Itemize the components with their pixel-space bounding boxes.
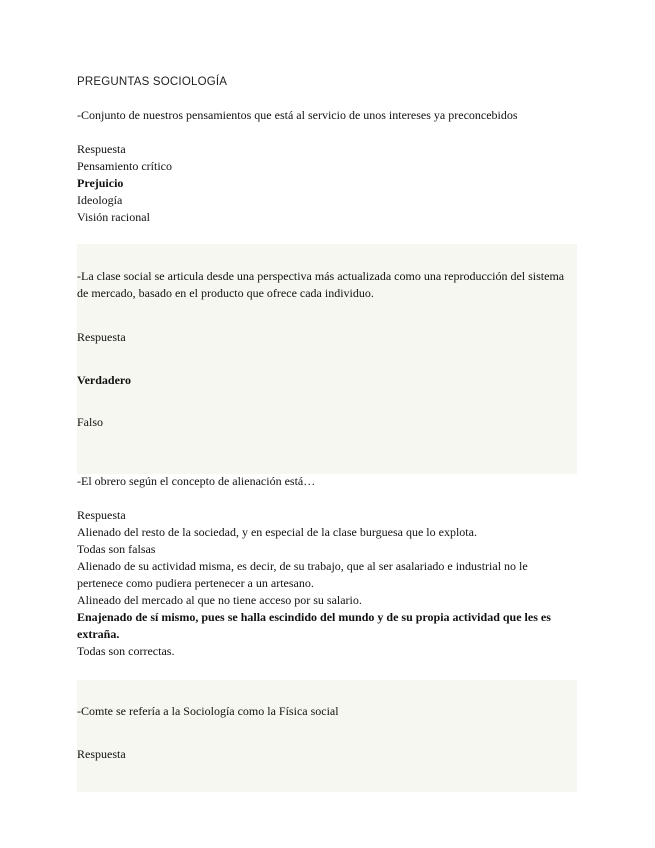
q3-option-1: Alienado del resto de la sociedad, y en especial de la clase burguesa que lo explota. (77, 525, 477, 539)
q2-option-2: Falso (77, 415, 104, 429)
q3-option-6: Todas son correctas. (77, 644, 175, 658)
q1-question: -Conjunto de nuestros pensamientos que está al servicio de unos intereses ya preconcebidos (77, 108, 518, 122)
q3-option-3: Alienado de su actividad misma, es decir, de su trabajo, que al ser asalariado e industrial no le pertenece como pudiera pertenecer a un artesano. (77, 559, 528, 590)
q3-option-4: Alineado del mercado al que no tiene acceso por su salario. (77, 593, 362, 607)
q3-option-2: Todas son falsas (77, 542, 156, 556)
q1-answer-label: Respuesta (77, 142, 126, 156)
q2-option-1-correct: Verdadero (77, 373, 131, 387)
q2-question: -La clase social se articula desde una perspectiva más actualizada como una reproducción del sistema de mercado, basado en el producto que ofrece cada individuo. (77, 269, 565, 300)
q1-option-2-correct: Prejuicio (77, 176, 124, 190)
q4-answer-label: Respuesta (77, 747, 126, 761)
document-title: PREGUNTAS SOCIOLOGÍA (77, 76, 228, 88)
q1-option-4: Visión racional (77, 210, 150, 224)
q3-option-5-correct: Enajenado de sí mismo, pues se halla escindido del mundo y de su propia actividad que les es extraña. (77, 610, 551, 641)
q4-block (77, 680, 577, 792)
q4-question: -Comte se refería a la Sociología como la Física social (77, 704, 339, 718)
q3-answer-label: Respuesta (77, 508, 126, 522)
q2-answer-label: Respuesta (77, 330, 126, 344)
q1-option-3: Ideología (77, 193, 123, 207)
q2-block (77, 244, 577, 474)
q1-option-1: Pensamiento crítico (77, 159, 172, 173)
q3-question: -El obrero según el concepto de alienación está… (77, 474, 316, 488)
